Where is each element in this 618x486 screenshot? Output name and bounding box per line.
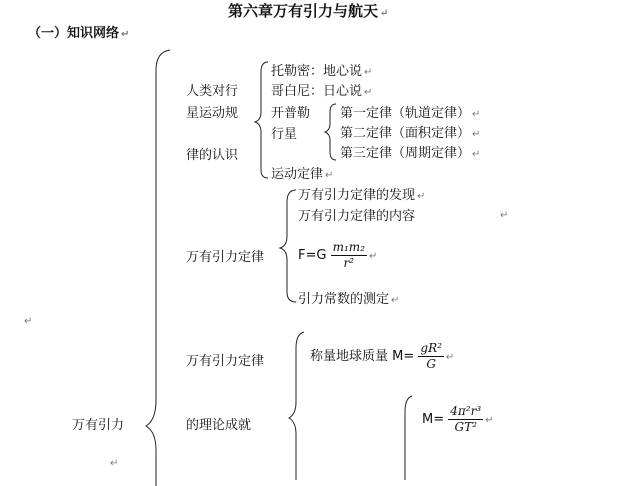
paragraph-mark: ↵ xyxy=(24,316,33,327)
page-title: 第六章万有引力与航天 ↵ xyxy=(228,2,389,20)
section1-kepler-line2: 行星 xyxy=(271,127,298,142)
section1-motion-laws: 运动定律 ↵ xyxy=(271,167,334,182)
kepler-first-law: 第一定律（轨道定律） ↵ xyxy=(340,106,481,121)
section-subtitle: （一）知识网络 ↵ xyxy=(28,26,130,41)
formula-fraction: $\frac{\text{m₁m₂}}{\text{r²}}$ xyxy=(332,240,365,270)
section3-brace xyxy=(289,332,304,480)
section1-item-ptolemy: 托勒密：地心说 ↵ xyxy=(271,64,373,79)
earth-mass-formula: 称量地球质量 M= $\frac{\text{gR²}}{G}$ ↵ xyxy=(310,341,455,371)
gravitation-formula: F=G $\frac{\text{m₁m₂}}{\text{r²}}$ ↵ xyxy=(298,240,378,270)
earth-mass-label: 称量地球质量 M= xyxy=(310,349,415,364)
section2-label: 万有引力定律 xyxy=(186,250,265,265)
section2-brace xyxy=(280,190,296,302)
kepler-third-law: 第三定律（周期定律） ↵ xyxy=(340,146,481,161)
section1-label-line1: 人类对行 xyxy=(186,84,239,99)
section1-brace xyxy=(255,62,268,178)
formula-prefix: F=G xyxy=(298,248,327,263)
section2-item-constant: 引力常数的测定 ↵ xyxy=(298,292,400,307)
root-brace xyxy=(146,50,170,486)
paragraph-mark: ↵ xyxy=(500,210,509,221)
kepler-second-law: 第二定律（面积定律） ↵ xyxy=(340,126,481,141)
mass-fraction: $\frac{\text{4π²r³}}{\text{GT²}}$ xyxy=(450,404,482,434)
mass-brace xyxy=(405,396,412,480)
section1-label-line2: 星运动规 xyxy=(186,106,239,121)
kepler-brace xyxy=(325,104,336,160)
central-mass-formula: M= $\frac{\text{4π²r³}}{\text{GT²}}$ ↵ xyxy=(422,404,494,434)
section2-item-content: 万有引力定律的内容 xyxy=(298,209,416,224)
section1-kepler-line1: 开普勒 xyxy=(271,106,311,121)
section1-label-line3: 律的认识 xyxy=(186,148,239,163)
section3-label-line2: 的理论成就 xyxy=(186,418,252,433)
mass-prefix: M= xyxy=(422,412,445,427)
section1-item-copernicus: 哥白尼：日心说 ↵ xyxy=(271,84,373,99)
root-label: 万有引力 xyxy=(72,418,125,433)
section3-label-line1: 万有引力定律 xyxy=(186,354,265,369)
earth-mass-fraction: $\frac{\text{gR²}}{G}$ xyxy=(420,341,442,371)
section2-item-discovery: 万有引力定律的发现 ↵ xyxy=(298,188,426,203)
paragraph-mark: ↵ xyxy=(110,458,119,469)
